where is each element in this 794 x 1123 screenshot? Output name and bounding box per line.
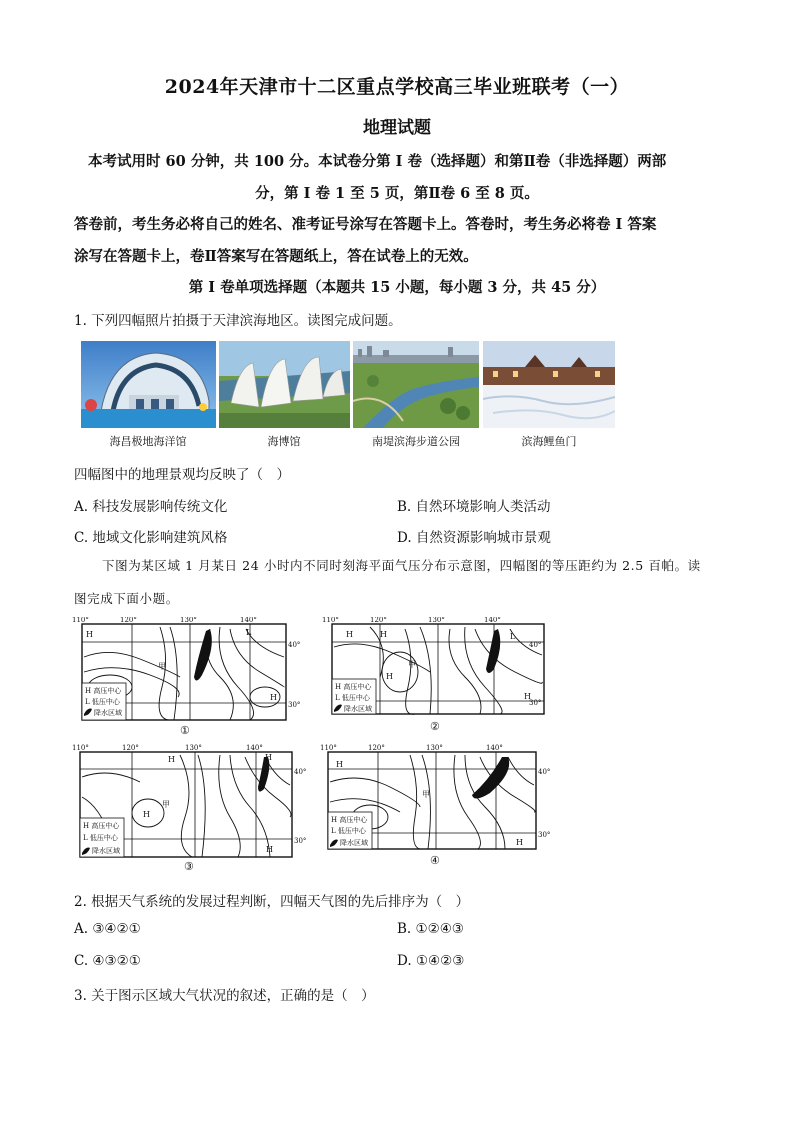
photo-caption-4: 滨海鲤鱼门 [521,435,577,448]
q2-option-b: B. ①②④③ [397,921,464,937]
svg-text:H: H [143,810,150,819]
question-3-stem: 3. 关于图示区域大气状况的叙述，正确的是（ ） [74,988,375,1004]
svg-text:140°: 140° [484,617,501,624]
map-number-4: ④ [430,854,440,867]
svg-text:H: H [380,630,387,639]
svg-text:110°: 110° [72,617,89,624]
question-1-stem: 1. 下列四幅照片拍摄于天津滨海地区。读图完成问题。 [74,313,402,329]
svg-text:30°: 30° [288,701,301,709]
svg-text:H: H [516,838,523,847]
svg-text:30°: 30° [529,699,542,707]
map4-legend-high: H 高压中心 [331,816,368,824]
photo-caption-1: 海昌极地海洋馆 [109,435,187,448]
map-number-2: ② [430,720,440,733]
svg-text:120°: 120° [370,617,387,624]
weather-map-4 [320,744,550,867]
svg-text:130°: 130° [428,617,445,624]
svg-text:130°: 130° [185,744,202,752]
svg-text:甲: 甲 [162,800,170,809]
svg-text:40°: 40° [294,768,307,776]
q2-option-c: C. ④③②① [74,953,141,969]
photo-caption-3: 南堤滨海步道公园 [372,435,460,448]
map2-legend-low: L 低压中心 [335,694,370,702]
intro-line-2: 分，第 I 卷 1 至 5 页，第Ⅱ卷 6 至 8 页。 [255,185,539,202]
svg-text:140°: 140° [246,744,263,752]
svg-text:30°: 30° [538,831,551,839]
intro-line-1: 本考试用时 60 分钟，共 100 分。本试卷分第 I 卷（选择题）和第Ⅱ卷（非选择题）两部 [88,153,667,170]
weather-maps-figure [70,617,560,872]
section-title: 第 I 卷单项选择题（本题共 15 小题，每小题 3 分，共 45 分） [188,279,606,296]
q1-option-a: A. 科技发展影响传统文化 [74,499,228,515]
svg-text:30°: 30° [294,837,307,845]
question-2-stem: 2. 根据天气系统的发展过程判断，四幅天气图的先后排序为（ ） [74,894,470,910]
passage-line-1: 下图为某区域 1 月某日 24 小时内不同时刻海平面气压分布示意图，四幅图的等压距约为 2.5 百帕。读 [102,558,701,573]
svg-text:甲: 甲 [158,662,166,671]
ocean-aquarium-photo [81,341,216,428]
svg-text:H: H [266,845,273,854]
svg-text:110°: 110° [320,744,337,752]
snow-town-photo [483,341,615,428]
svg-text:120°: 120° [122,744,139,752]
svg-text:40°: 40° [529,641,542,649]
svg-text:甲: 甲 [422,790,430,799]
svg-text:140°: 140° [486,744,503,752]
map2-legend-rain: 降水区域 [344,705,372,713]
map3-legend-low: L 低压中心 [83,834,118,842]
intro-line-4: 涂写在答题卡上，卷Ⅱ答案写在答题纸上，答在试卷上的无效。 [74,248,478,265]
svg-text:H: H [524,692,531,701]
exam-title: 2024年天津市十二区重点学校高三毕业班联考（一） [164,76,630,98]
svg-text:H: H [265,753,272,762]
q1-option-c: C. 地域文化影响建筑风格 [74,530,228,546]
map4-legend-rain: 降水区域 [340,839,368,847]
svg-text:H: H [336,760,343,769]
map3-legend-rain: 降水区域 [92,847,120,855]
question-1-prompt: 四幅图中的地理景观均反映了（ ） [74,467,290,483]
intro-line-3: 答卷前，考生务必将自己的姓名、准考证号涂写在答题卡上。答卷时，考生务必将卷 I 答案 [74,216,657,233]
svg-text:110°: 110° [322,617,339,624]
svg-text:L: L [510,632,516,641]
weather-map-3 [72,744,306,872]
svg-text:130°: 130° [426,744,443,752]
map2-legend-high: H 高压中心 [335,683,372,691]
svg-text:L: L [246,628,252,637]
subject-title: 地理试题 [363,118,431,138]
svg-text:110°: 110° [72,744,89,752]
svg-text:40°: 40° [288,641,301,649]
photo-caption-2: 海博馆 [267,435,301,448]
svg-text:H: H [270,693,277,702]
map-number-3: ③ [184,860,194,872]
svg-text:H: H [168,755,175,764]
svg-text:140°: 140° [240,617,257,624]
map-number-1: ① [180,724,190,737]
map1-legend-low: L 低压中心 [85,698,120,706]
weather-map-1 [72,617,300,737]
svg-text:H: H [346,630,353,639]
q2-option-a: A. ③④②① [74,921,141,937]
map1-legend-high: H 高压中心 [85,687,122,695]
map3-legend-high: H 高压中心 [83,822,120,830]
museum-photo [219,341,350,428]
svg-text:40°: 40° [538,768,551,776]
q2-option-d: D. ①④②③ [397,953,465,969]
coastal-park-photo [353,341,479,428]
q1-option-b: B. 自然环境影响人类活动 [397,499,551,515]
svg-text:H: H [86,630,93,639]
svg-text:130°: 130° [180,617,197,624]
svg-text:H: H [386,672,393,681]
map1-legend-rain: 降水区域 [94,709,122,717]
svg-text:甲: 甲 [408,660,416,669]
svg-text:120°: 120° [368,744,385,752]
svg-text:120°: 120° [120,617,137,624]
passage-line-2: 图完成下面小题。 [74,591,179,606]
weather-map-2 [322,617,544,733]
q1-option-d: D. 自然资源影响城市景观 [397,530,551,546]
map4-legend-low: L 低压中心 [331,827,366,835]
